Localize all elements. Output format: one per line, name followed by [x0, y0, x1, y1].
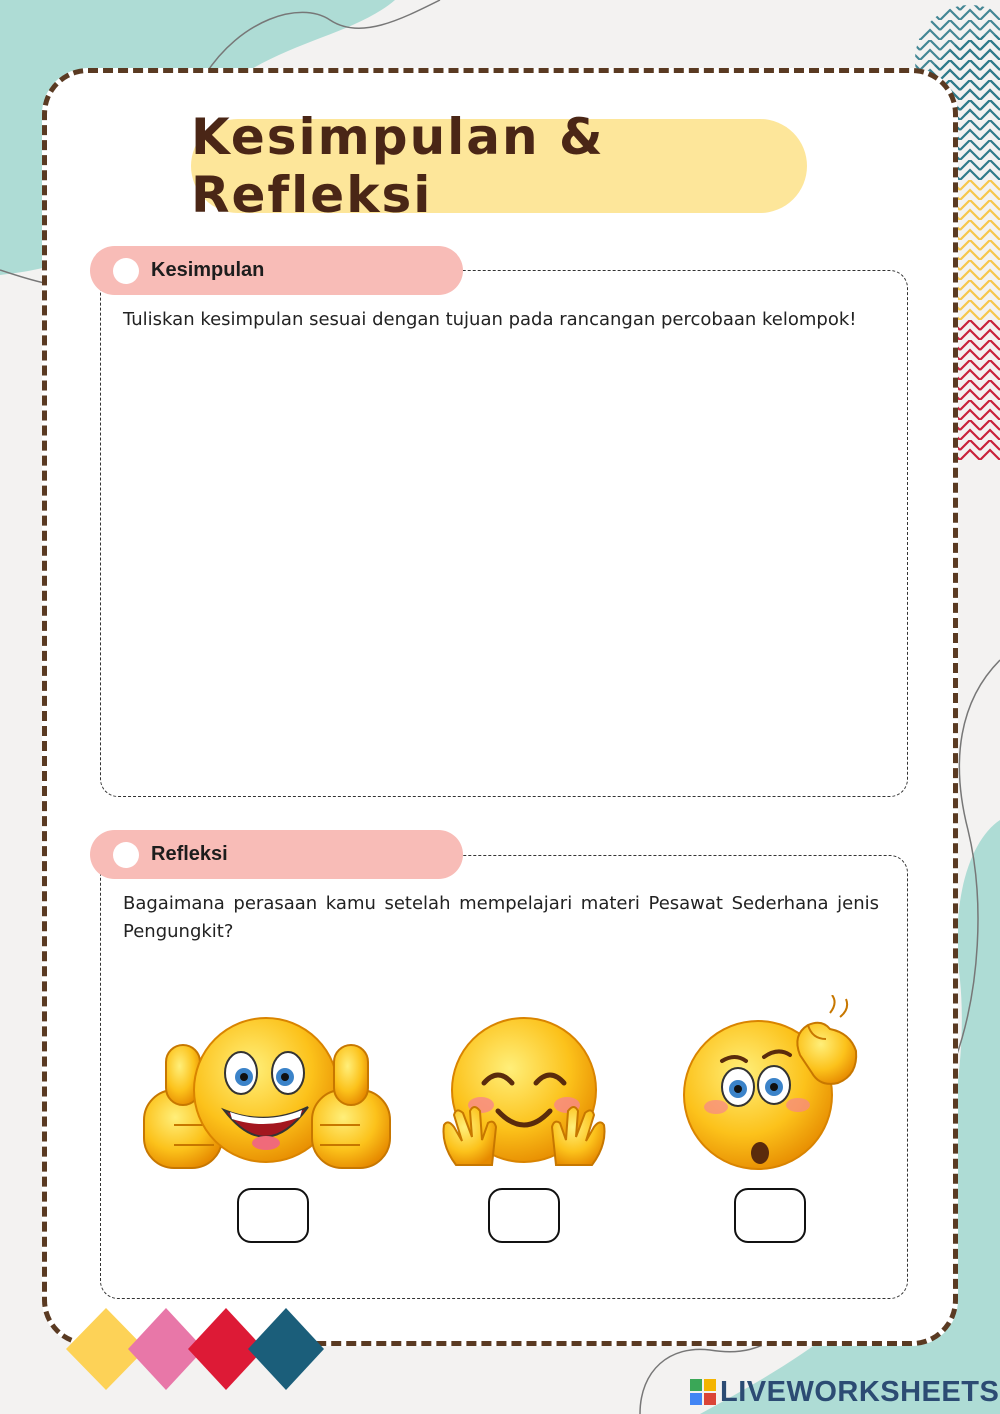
conclusion-prompt: Tuliskan kesimpulan sesuai dengan tujuan pada rancangan percobaan kelompok!	[123, 309, 857, 330]
reflection-option-2-checkbox[interactable]	[488, 1188, 560, 1243]
smiling-open-hands-emoji-icon	[436, 1015, 616, 1175]
page-title: Kesimpulan & Refleksi	[191, 108, 605, 224]
liveworksheets-logo-icon	[690, 1379, 716, 1405]
conclusion-label: Kesimpulan	[151, 259, 265, 281]
reflection-option-3-checkbox[interactable]	[734, 1188, 806, 1243]
reflection-label-pill	[90, 830, 463, 879]
reflection-label: Refleksi	[151, 843, 228, 865]
reflection-prompt: Bagaimana perasaan kamu setelah mempelajari materi Pesawat Sederhana jenis Pengungkit?	[123, 893, 879, 942]
conclusion-label-pill	[90, 246, 463, 295]
brand-name: LIVEWORKSHEETS	[720, 1375, 1000, 1408]
footer-brand	[690, 1372, 999, 1412]
conclusion-answer-area[interactable]	[122, 378, 882, 778]
title-banner	[191, 108, 807, 224]
bullet-dot-icon	[113, 258, 139, 284]
reflection-option-1-checkbox[interactable]	[237, 1188, 309, 1243]
thumbs-up-laughing-emoji-icon	[136, 1015, 396, 1175]
decorative-diamonds	[62, 1304, 342, 1394]
bullet-dot-icon	[113, 842, 139, 868]
confused-head-scratch-emoji-icon	[680, 995, 865, 1175]
